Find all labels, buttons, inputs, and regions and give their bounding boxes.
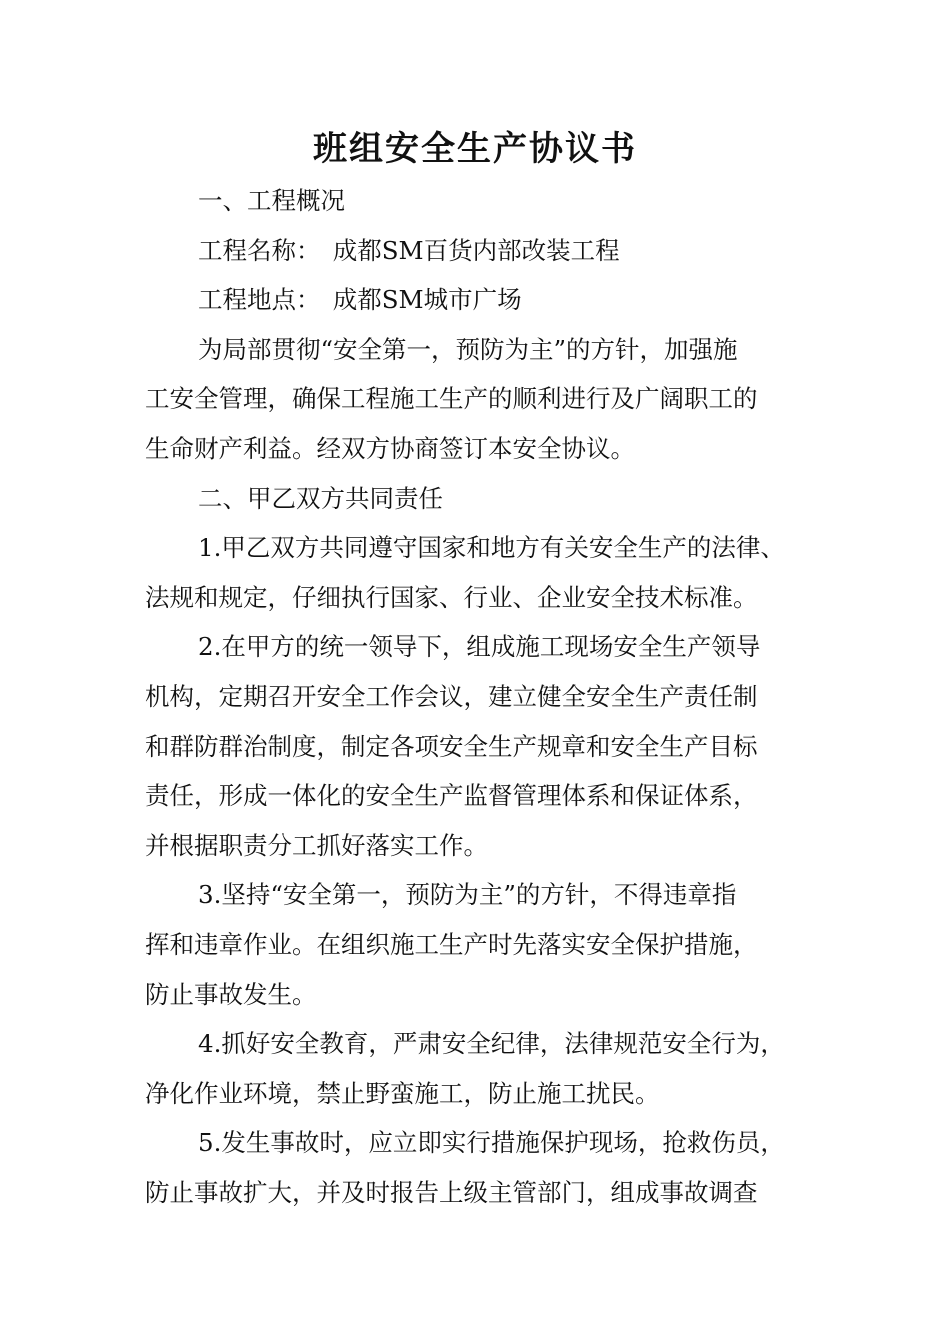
text-line: 工程地点： 成都SM城市广场 (198, 285, 522, 315)
text-line: 1.甲乙双方共同遵守国家和地方有关安全生产的法律、 (198, 533, 785, 563)
text-line: 二、甲乙双方共同责任 (198, 483, 443, 513)
text-line: 4.抓好安全教育，严肃安全纪律，法律规范安全行为， (198, 1029, 785, 1059)
text-line: 生命财产利益。经双方协商签订本安全协议。 (145, 433, 635, 463)
text-line: 责任，形成一体化的安全生产监督管理体系和保证体系， (145, 781, 758, 811)
text-line: 为局部贯彻“安全第一，预防为主”的方针，加强施 (198, 334, 738, 364)
text-line: 工安全管理，确保工程施工生产的顺利进行及广阔职工的 (145, 384, 758, 414)
text-line: 3.坚持“安全第一，预防为主”的方针，不得违章指 (198, 880, 737, 910)
document-title: 班组安全生产协议书 (313, 129, 637, 169)
text-line: 防止事故发生。 (145, 979, 317, 1009)
text-line: 并根据职责分工抓好落实工作。 (145, 830, 488, 860)
text-line: 和群防群治制度，制定各项安全生产规章和安全生产目标 (145, 731, 758, 761)
text-line: 一、工程概况 (198, 186, 345, 215)
text-line: 净化作业环境，禁止野蛮施工，防止施工扰民。 (145, 1078, 660, 1108)
document-body (145, 176, 835, 1217)
text-line: 挥和违章作业。在组织施工生产时先落实安全保护措施， (145, 929, 758, 959)
text-line: 工程名称： 成都SM百货内部改装工程 (198, 235, 620, 265)
text-line: 5.发生事故时，应立即实行措施保护现场，抢救伤员， (198, 1128, 785, 1158)
text-line: 法规和规定，仔细执行国家、行业、企业安全技术标准。 (145, 582, 758, 612)
text-line: 机构，定期召开安全工作会议，建立健全安全生产责任制 (145, 681, 758, 711)
text-line: 2.在甲方的统一领导下，组成施工现场安全生产领导 (198, 632, 761, 662)
text-line: 防止事故扩大，并及时报告上级主管部门，组成事故调查 (145, 1177, 758, 1207)
